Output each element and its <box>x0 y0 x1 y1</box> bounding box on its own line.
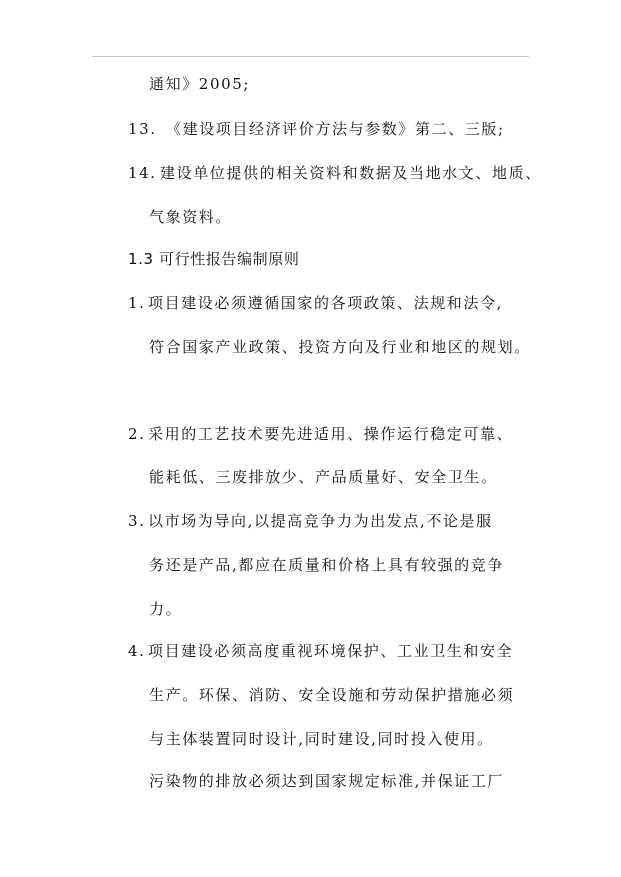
list-item-4 <box>128 641 513 661</box>
list-item-1 <box>128 293 503 313</box>
list-number: 14. <box>128 164 157 182</box>
line-text: 《建设项目经济评价方法与参数》第二、三版; <box>166 120 505 138</box>
list-item-14 <box>128 163 542 183</box>
heading-text: 1.3 可行性报告编制原则 <box>128 250 300 268</box>
line-text: 污染物的排放必须达到国家规定标准,并保证工厂 <box>149 772 504 790</box>
text-line <box>149 599 182 619</box>
text-line <box>149 729 494 749</box>
line-text: 项目建设必须高度重视环境保护、工业卫生和安全 <box>148 642 514 660</box>
line-text: 能耗低、三废排放少、产品质量好、安全卫生。 <box>149 468 498 486</box>
list-item-2 <box>128 424 513 444</box>
line-text: 通知》2005; <box>149 75 251 93</box>
text-line <box>149 771 504 791</box>
line-text: 以市场为导向,以提高竞争力为出发点,不论是服 <box>148 512 493 530</box>
section-heading <box>128 249 299 269</box>
line-text: 务还是产品,都应在质量和价格上具有较强的竞争 <box>149 556 504 574</box>
text-line <box>149 685 514 705</box>
text-line <box>149 555 504 575</box>
list-item-3 <box>128 511 493 531</box>
list-number: 2. <box>128 425 146 443</box>
line-text: 气象资料。 <box>149 208 233 226</box>
text-line <box>149 337 531 357</box>
line-text: 项目建设必须遵循国家的各项政策、法规和法令, <box>148 294 503 312</box>
line-text: 符合国家产业政策、投资方向及行业和地区的规划。 <box>149 338 531 356</box>
list-number: 3. <box>128 512 146 530</box>
line-text: 力。 <box>149 600 183 618</box>
line-text: 采用的工艺技术要先进适用、操作运行稳定可靠、 <box>148 425 514 443</box>
list-number: 13. <box>128 120 157 138</box>
line-text: 生产。环保、消防、安全设施和劳动保护措施必须 <box>149 686 515 704</box>
line-text: 建设单位提供的相关资料和数据及当地水文、地质、 <box>160 164 542 182</box>
header-rule <box>92 56 529 57</box>
text-line <box>149 467 498 487</box>
list-item-13 <box>128 119 505 139</box>
text-line <box>149 74 250 94</box>
text-line <box>149 207 232 227</box>
line-text: 与主体装置同时设计,同时建设,同时投入使用。 <box>149 730 494 748</box>
list-number: 4. <box>128 642 146 660</box>
list-number: 1. <box>128 294 146 312</box>
